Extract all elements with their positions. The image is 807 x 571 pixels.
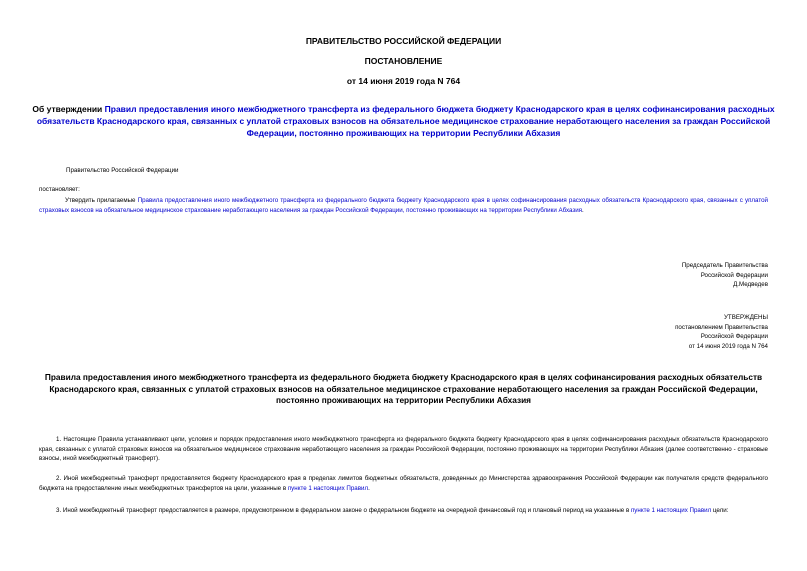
signature-name: Д.Медведев [733, 281, 768, 289]
paragraph-2 [39, 474, 768, 493]
approved-block [675, 313, 768, 351]
paragraph-2-suffix: . [368, 484, 370, 492]
government-header: ПРАВИТЕЛЬСТВО РОССИЙСКОЙ ФЕДЕРАЦИИ [305, 36, 502, 46]
paragraph-1: 1. Настоящие Правила устанавливают цели, условия и порядок предоставления иного межбюджетного трансферта из федерального бюджета бюджету Краснодарского края в целях софинансирования расходных обязательств Краснодарского края, связанных с уплатой страховых взносов на обязательное медицинское страхование неработающего населения за граждан Российской Федерации, постоянно проживающих на территории Республики Абхазия (далее соответственно - страховые взносы, иной межбюджетный трансферт). [39, 436, 768, 463]
rules-title: Правила предоставления иного межбюджетного трансферта из федерального бюджета бюджету Краснодарского края в целях софинансирования расходных обязательств Краснодарского края, связанных с уплатой страховых взносов на обязательное медицинское страхование неработающего населения за граждан Российской Федерации, постоянно проживающих на территории Республики Абхазия [44, 372, 763, 405]
title-prefix: Об утверждении [32, 104, 105, 114]
approve-prefix: Утвердить прилагаемые [65, 197, 138, 204]
approved-country: Российской Федерации [700, 333, 768, 341]
approved-by: постановлением Правительства [675, 323, 768, 331]
approve-suffix: . [582, 206, 584, 214]
approved-date: от 14 июня 2019 года N 764 [688, 342, 768, 350]
paragraph-3 [39, 506, 768, 516]
signature-position: Председатель Правительства [681, 262, 768, 269]
paragraph-2-link[interactable]: пункте 1 настоящих Правил [287, 484, 369, 492]
document-date: от 14 июня 2019 года N 764 [346, 76, 461, 86]
paragraph-2-text: 2. Иной межбюджетный трансферт предоставляется бюджету Краснодарского края в пределах лимитов бюджетных обязательств, доведенных до Министерства здравоохранения Российской Федерации как получателя средств федерального бюджета на предоставление иных межбюджетных трансфертов на цели, указанные в [39, 475, 768, 492]
resolution-title [30, 103, 777, 139]
approve-paragraph [39, 196, 768, 215]
rules-title-link[interactable]: Правил предоставления иного межбюджетного трансферта из федерального бюджета бюджету Краснодарского края в целях софинансирования расходных обязательств Краснодарского края, связанных с уплатой страховых взносов на обязательное медицинское страхование неработающего населения за граждан Российской Федерации, постоянно проживающих на территории Республики Абхазия [36, 104, 775, 138]
government-label: Правительство Российской Федерации [66, 167, 179, 174]
paragraph-3-text: 3. Иной межбюджетный трансферт предоставляется в размере, предусмотренном в федеральном законе о федеральном бюджете на очередной финансовый год и плановый период на указанные в [56, 507, 631, 514]
signature-block [682, 261, 768, 290]
paragraph-3-suffix: цели: [711, 507, 729, 514]
paragraph-3-link[interactable]: пункте 1 настоящих Правил [630, 507, 712, 514]
approve-rules-link[interactable]: Правила предоставления иного межбюджетного трансферта из федерального бюджета бюджету Краснодарского края в целях софинансирования расходных обязательств Краснодарского края, связанных с уплатой страховых взносов на обязательное медицинское страхование неработающего населения за граждан Российской Федерации, постоянно проживающих на территории Республики Абхазия [39, 197, 769, 214]
decides-label: постановляет: [39, 186, 80, 193]
signature-country: Российской Федерации [700, 271, 768, 279]
approved-label: УТВЕРЖДЕНЫ [724, 314, 768, 321]
document-type: ПОСТАНОВЛЕНИЕ [364, 56, 443, 66]
